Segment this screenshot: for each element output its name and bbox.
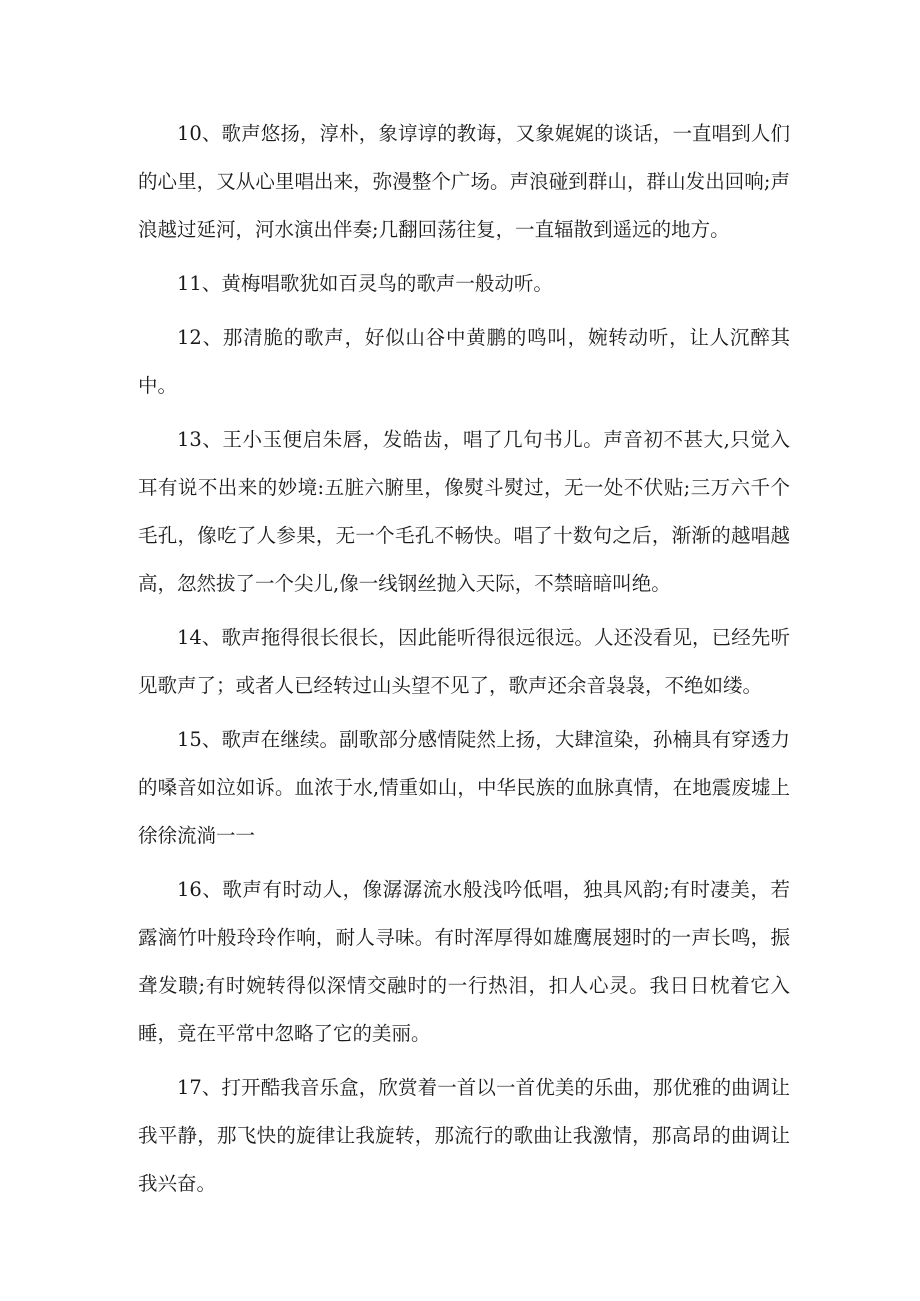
- paragraph-text: 11、黄梅唱歌犹如百灵鸟的歌声一般动听。: [177, 272, 553, 295]
- paragraph-text: 14、歌声拖得很长很长，因此能听得很远很远。人还没看见，已经先听见歌声了；或者人已经转过山头望不见了，歌声还余音袅袅，不绝如缕。: [138, 626, 790, 697]
- paragraph-text: 15、歌声在继续。副歌部分感情陡然上扬，大肆渲染，孙楠具有穿透力的嗓音如泣如诉。血浓于水,情重如山，中华民族的血脉真情，在地震废墟上徐徐流淌一一: [138, 728, 790, 847]
- paragraph-15: [138, 716, 790, 860]
- paragraph-16: [138, 866, 790, 1058]
- paragraph-text: 17、打开酷我音乐盒，欣赏着一首以一首优美的乐曲，那优雅的曲调让我平静，那飞快的旋律让我旋转，那流行的歌曲让我激情，那高昂的曲调让我兴奋。: [138, 1076, 790, 1195]
- paragraph-text: 13、王小玉便启朱唇，发皓齿，唱了几句书儿。声音初不甚大,只觉入耳有说不出来的妙境:五脏六腑里，像熨斗熨过，无一处不伏贴;三万六千个毛孔，像吃了人参果，无一个毛孔不畅快。唱了十数句之后，渐渐的越唱越高，忽然拔了一个尖儿,像一线钢丝抛入天际，不禁暗暗叫绝。: [138, 428, 790, 595]
- paragraph-12: [138, 314, 790, 410]
- paragraph-text: 12、那清脆的歌声，好似山谷中黄鹏的鸣叫，婉转动听，让人沉醉其中。: [138, 326, 790, 397]
- paragraph-13: [138, 416, 790, 608]
- paragraph-10: [138, 110, 790, 254]
- paragraph-11: [138, 260, 790, 308]
- paragraph-text: 16、歌声有时动人，像潺潺流水般浅吟低唱，独具风韵;有时凄美，若露滴竹叶般玲玲作响，耐人寻味。有时浑厚得如雄鹰展翅时的一声长鸣，振聋发聩;有时婉转得似深情交融时的一行热泪，扣人心灵。我日日枕着它入睡，竟在平常中忽略了它的美丽。: [138, 878, 790, 1045]
- paragraph-17: [138, 1064, 790, 1208]
- document-body: [138, 110, 790, 1214]
- paragraph-14: [138, 614, 790, 710]
- paragraph-text: 10、歌声悠扬，淳朴，象谆谆的教诲，又象娓娓的谈话，一直唱到人们的心里，又从心里唱出来，弥漫整个广场。声浪碰到群山，群山发出回响;声浪越过延河，河水演出伴奏;几翻回荡往复，一直辐散到遥远的地方。: [138, 122, 790, 241]
